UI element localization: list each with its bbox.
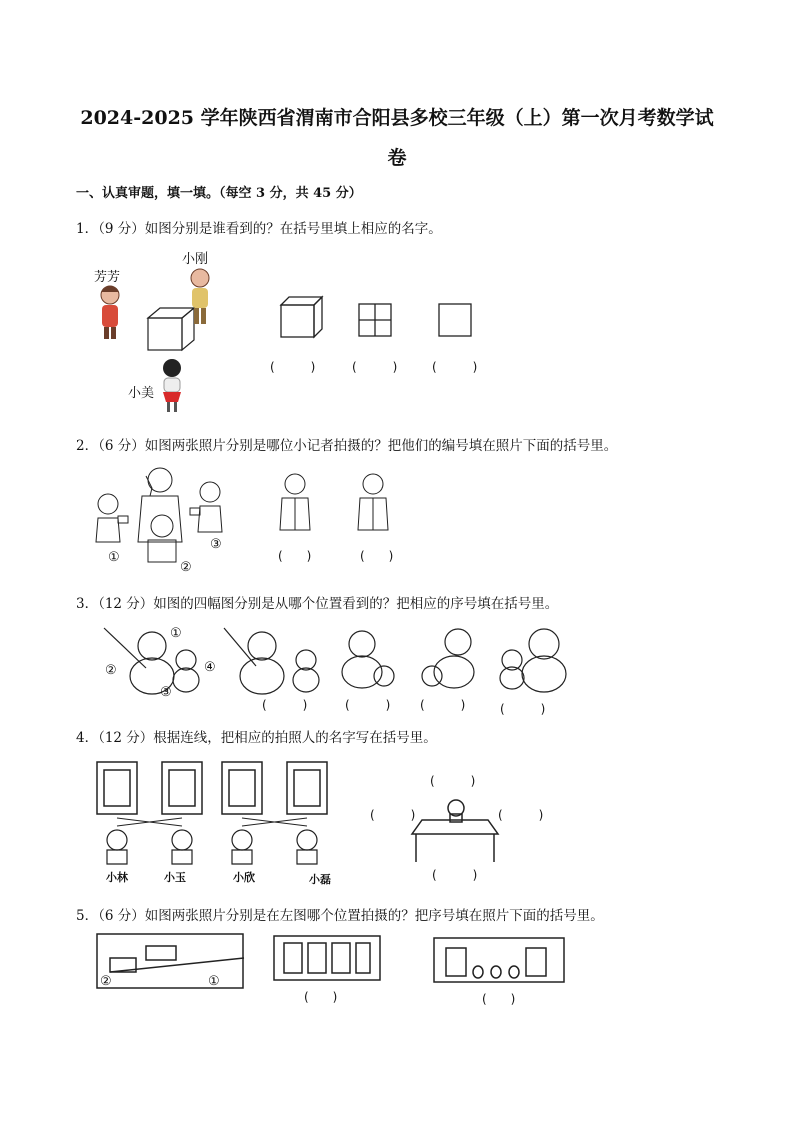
view-square-grid [359, 304, 391, 336]
q3-mark-2: ② [105, 663, 117, 678]
q1-paren-3[interactable]: ( ) [432, 360, 478, 374]
q1-name-fangfang: 芳芳 [94, 270, 121, 285]
teacher-figure [138, 468, 182, 542]
q3-paren-2[interactable]: ( ) [345, 698, 391, 712]
table-with-toy-figure [412, 800, 498, 862]
q2-mark-3: ③ [210, 537, 222, 552]
child-xiaomei-figure [163, 359, 181, 412]
q4-name-xiaoxin: 小欣 [233, 871, 255, 884]
photo-1-figure [280, 474, 310, 530]
q4-paren-right[interactable]: ( ) [498, 808, 544, 822]
q3-paren-1[interactable]: ( ) [262, 698, 308, 712]
reporter-1-figure [96, 494, 128, 542]
reporter-2-figure [148, 515, 176, 562]
q2-paren-1[interactable]: ( ) [278, 549, 312, 563]
photographers-figure [107, 830, 317, 864]
panda-view-c-figure [422, 629, 474, 688]
q4-paren-top[interactable]: ( ) [430, 774, 476, 788]
q4-name-xiaolei: 小磊 [309, 873, 331, 886]
child-fangfang-figure [101, 286, 119, 339]
panda-view-b-figure [342, 631, 394, 688]
panda-view-a-figure [224, 628, 319, 694]
exam-title-line2: 卷 [387, 147, 407, 169]
q1-name-xiaomei: 小美 [128, 386, 155, 401]
q5-mark-1: ① [208, 974, 220, 989]
q1-name-xiaogang: 小刚 [182, 252, 209, 267]
q3-paren-3[interactable]: ( ) [420, 698, 466, 712]
view-cube-3d [281, 297, 322, 337]
box-cube-figure [148, 308, 194, 350]
q4-name-xiaoyu: 小玉 [164, 871, 186, 884]
q4-paren-left[interactable]: ( ) [370, 808, 416, 822]
q1-figure [92, 250, 492, 420]
q3-mark-1: ① [170, 626, 182, 641]
photo-2-figure [358, 474, 388, 530]
q5-paren-2[interactable]: ( ) [482, 992, 516, 1006]
q3-paren-4[interactable]: ( ) [500, 702, 546, 716]
question-1: 1．（9 分）如图分别是谁看到的？在括号里填上相应的名字。 [76, 221, 442, 237]
panda-view-d-figure [500, 629, 566, 692]
q3-mark-3: ③ [160, 685, 172, 700]
panda-scene-figure [104, 628, 199, 694]
photo-a-figure [274, 936, 380, 980]
question-2: 2．（6 分）如图两张照片分别是哪位小记者拍摄的？把他们的编号填在照片下面的括号里。 [76, 438, 618, 454]
photo-frames-figure [97, 762, 327, 814]
question-5: 5．（6 分）如图两张照片分别是在左图哪个位置拍摄的？把序号填在照片下面的括号里。 [76, 908, 604, 924]
exam-title-line1: 2024-2025 学年陕西省渭南市合阳县多校三年级（上）第一次月考数学试 [80, 107, 714, 129]
connect-lines [117, 818, 307, 826]
q1-paren-2[interactable]: ( ) [352, 360, 398, 374]
q1-paren-1[interactable]: ( ) [270, 360, 316, 374]
photo-b-figure [434, 938, 564, 982]
section-heading: 一、认真审题，填一填。（每空 3 分，共 45 分） [76, 186, 362, 201]
q2-mark-1: ① [108, 550, 120, 565]
q2-paren-2[interactable]: ( ) [360, 549, 394, 563]
question-4: 4．（12 分）根据连线，把相应的拍照人的名字写在括号里。 [76, 730, 437, 746]
q5-mark-2: ② [100, 974, 112, 989]
scene-counter-figure [97, 934, 244, 988]
q4-paren-bottom[interactable]: ( ) [432, 868, 478, 882]
q3-mark-4: ④ [204, 660, 216, 675]
q5-paren-1[interactable]: ( ) [304, 990, 338, 1004]
q4-name-xiaolin: 小林 [106, 871, 128, 884]
q2-mark-2: ② [180, 560, 192, 575]
question-3: 3．（12 分）如图的四幅图分别是从哪个位置看到的？把相应的序号填在括号里。 [76, 596, 559, 612]
view-square-plain [439, 304, 471, 336]
reporter-3-figure [190, 482, 222, 532]
